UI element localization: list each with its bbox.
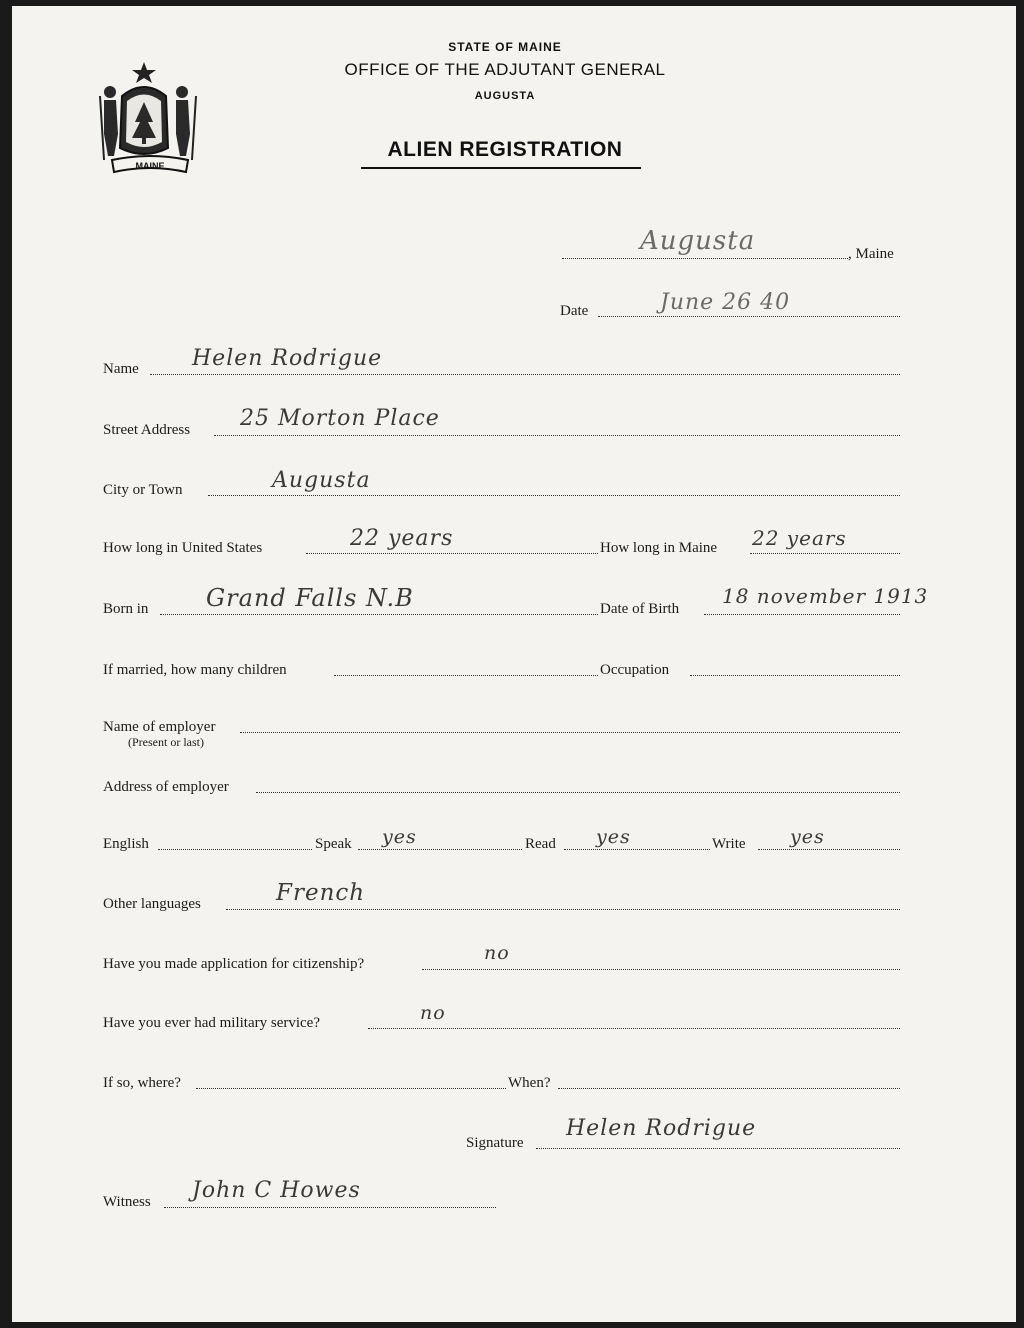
occupation-label: Occupation <box>600 662 670 678</box>
date-label: Date <box>560 303 589 319</box>
born-value: Grand Falls N.B <box>206 584 414 612</box>
maine-time-label: How long in Maine <box>600 540 718 556</box>
maine-state-seal <box>92 56 208 182</box>
employer-line <box>240 732 900 733</box>
english-line <box>158 849 312 850</box>
write-value: yes <box>790 826 825 848</box>
city-label: City or Town <box>103 482 183 498</box>
date-line <box>598 316 900 317</box>
occupation-line <box>690 675 900 676</box>
read-value: yes <box>596 826 631 848</box>
date-value: June 26 40 <box>660 290 791 315</box>
signature-line <box>536 1148 900 1149</box>
city-value: Augusta <box>272 468 371 493</box>
form-title: ALIEN REGISTRATION <box>387 138 623 161</box>
name-value: Helen Rodrigue <box>192 346 383 371</box>
maine-time-value: 22 years <box>752 526 847 550</box>
us-time-line <box>306 553 598 554</box>
witness-line <box>164 1207 496 1208</box>
place-line <box>562 258 848 259</box>
city-line <box>208 495 900 496</box>
street-label: Street Address <box>103 422 191 438</box>
employer-address-label: Address of employer <box>103 779 229 795</box>
dob-line <box>704 614 900 615</box>
header-office: OFFICE OF THE ADJUTANT GENERAL <box>344 60 666 79</box>
write-line <box>758 849 900 850</box>
us-time-value: 22 years <box>350 526 454 551</box>
when-line <box>558 1088 900 1089</box>
us-time-label: How long in United States <box>103 540 263 556</box>
seal-banner-text: MAINE <box>135 161 165 171</box>
speak-value: yes <box>382 826 417 848</box>
signature-value: Helen Rodrigue <box>566 1116 757 1141</box>
street-line <box>214 435 900 436</box>
children-line <box>334 675 598 676</box>
name-line <box>150 374 900 375</box>
name-label: Name <box>103 361 139 377</box>
children-label: If married, how many children <box>103 662 287 678</box>
english-label: English <box>103 836 149 852</box>
read-label: Read <box>525 836 556 852</box>
military-label: Have you ever had military service? <box>103 1015 320 1031</box>
header-city: AUGUSTA <box>474 90 536 102</box>
citizenship-label: Have you made application for citizenship? <box>103 956 365 972</box>
street-value: 25 Morton Place <box>240 406 440 431</box>
read-line <box>564 849 710 850</box>
other-languages-label: Other languages <box>103 896 201 912</box>
born-label: Born in <box>103 601 149 617</box>
speak-line <box>358 849 522 850</box>
military-value: no <box>420 1002 446 1024</box>
title-underline <box>361 167 641 169</box>
dob-label: Date of Birth <box>600 601 680 617</box>
when-label: When? <box>508 1075 551 1091</box>
citizenship-line <box>422 969 900 970</box>
signature-label: Signature <box>466 1135 524 1151</box>
header-state: STATE OF MAINE <box>448 40 562 54</box>
maine-time-line <box>750 553 900 554</box>
where-label: If so, where? <box>103 1075 181 1091</box>
employer-address-line <box>256 792 900 793</box>
witness-value: John C Howes <box>192 1178 361 1203</box>
where-line <box>196 1088 506 1089</box>
other-languages-line <box>226 909 900 910</box>
place-suffix: , Maine <box>848 246 894 262</box>
speak-label: Speak <box>315 836 352 852</box>
military-line <box>368 1028 900 1029</box>
citizenship-value: no <box>484 942 510 964</box>
write-label: Write <box>712 836 746 852</box>
employer-sublabel: (Present or last) <box>128 735 204 749</box>
employer-label: Name of employer <box>103 719 216 735</box>
place-value: Augusta <box>640 226 756 256</box>
dob-value: 18 november 1913 <box>722 584 929 608</box>
born-line <box>160 614 598 615</box>
other-languages-value: French <box>276 880 366 906</box>
witness-label: Witness <box>103 1194 151 1210</box>
